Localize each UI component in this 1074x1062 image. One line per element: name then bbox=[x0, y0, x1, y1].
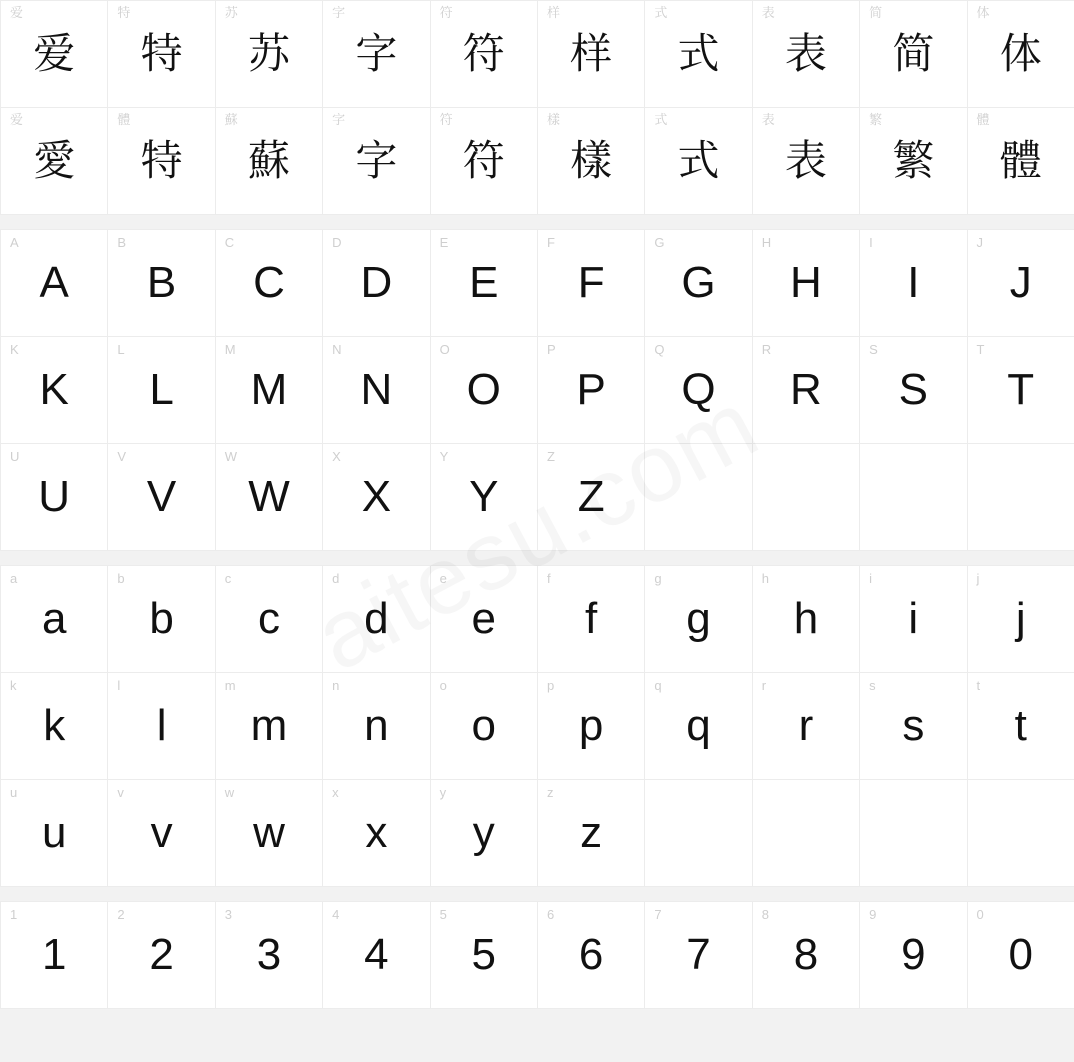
glyph-cell-tag: 繁 bbox=[869, 113, 883, 128]
glyph-cell-character: 表 bbox=[784, 136, 827, 185]
glyph-cell[interactable] bbox=[108, 780, 215, 887]
glyph-cell[interactable] bbox=[645, 108, 752, 215]
glyph-cell-tag: 符 bbox=[439, 113, 453, 128]
glyph-cell[interactable] bbox=[1, 1, 108, 108]
glyph-cell-character: 特 bbox=[140, 29, 183, 78]
glyph-cell[interactable] bbox=[431, 902, 538, 1009]
glyph-cell-character: g bbox=[686, 594, 711, 643]
glyph-cell-character: z bbox=[580, 808, 603, 857]
glyph-cell[interactable] bbox=[108, 1, 215, 108]
glyph-cell[interactable] bbox=[968, 337, 1074, 444]
glyph-cell-character: q bbox=[686, 701, 711, 750]
glyph-cell[interactable] bbox=[431, 444, 538, 551]
glyph-cell[interactable] bbox=[968, 230, 1074, 337]
glyph-cell-empty bbox=[753, 444, 860, 551]
glyph-cell[interactable] bbox=[108, 566, 215, 673]
glyph-cell-tag: 蘇 bbox=[224, 113, 238, 128]
glyph-cell-character: 8 bbox=[793, 930, 819, 979]
glyph-cell-empty bbox=[968, 780, 1074, 887]
glyph-cell[interactable] bbox=[1, 230, 108, 337]
glyph-cell[interactable] bbox=[538, 673, 645, 780]
glyph-cell-tag: U bbox=[10, 449, 20, 464]
glyph-cell[interactable] bbox=[645, 673, 752, 780]
glyph-cell[interactable] bbox=[538, 566, 645, 673]
glyph-cell[interactable] bbox=[753, 902, 860, 1009]
glyph-cell[interactable] bbox=[968, 108, 1074, 215]
glyph-cell-character: 字 bbox=[355, 136, 398, 185]
glyph-cell-character: O bbox=[466, 365, 501, 414]
glyph-cell-tag: Z bbox=[546, 449, 555, 464]
glyph-cell-tag: 式 bbox=[654, 113, 668, 128]
glyph-cell-tag: 5 bbox=[439, 907, 447, 922]
glyph-cell-empty bbox=[645, 444, 752, 551]
glyph-cell-tag: 0 bbox=[976, 907, 984, 922]
glyph-cell[interactable] bbox=[431, 566, 538, 673]
glyph-cell[interactable] bbox=[1, 780, 108, 887]
glyph-cell[interactable] bbox=[753, 566, 860, 673]
glyph-cell-tag: l bbox=[117, 678, 121, 693]
glyph-cell-character: 字 bbox=[355, 29, 398, 78]
glyph-cell-tag: F bbox=[546, 235, 555, 250]
glyph-cell-character: 简 bbox=[892, 29, 935, 78]
glyph-cell-empty bbox=[860, 444, 967, 551]
glyph-cell-character: s bbox=[902, 701, 925, 750]
glyph-cell-character: c bbox=[257, 594, 280, 643]
glyph-cell[interactable] bbox=[216, 566, 323, 673]
glyph-cell[interactable] bbox=[108, 108, 215, 215]
glyph-cell-empty bbox=[968, 444, 1074, 551]
lowercase-block bbox=[0, 565, 1074, 887]
glyph-cell-character: 7 bbox=[686, 930, 711, 979]
glyph-cell[interactable] bbox=[216, 1, 323, 108]
glyph-cell[interactable] bbox=[323, 230, 430, 337]
glyph-cell-tag: 體 bbox=[976, 113, 990, 128]
glyph-cell-character: G bbox=[681, 258, 716, 307]
glyph-cell[interactable] bbox=[538, 444, 645, 551]
glyph-cell-character: T bbox=[1007, 365, 1035, 414]
glyph-cell-empty bbox=[753, 780, 860, 887]
glyph-cell[interactable] bbox=[860, 1, 967, 108]
glyph-cell-tag: H bbox=[761, 235, 772, 250]
glyph-cell-tag: T bbox=[976, 342, 985, 357]
glyph-cell-tag: c bbox=[224, 571, 232, 586]
glyph-cell-character: 1 bbox=[41, 930, 67, 979]
glyph-cell-character: E bbox=[469, 258, 499, 307]
glyph-cell[interactable] bbox=[645, 902, 752, 1009]
glyph-cell-character: 式 bbox=[677, 29, 720, 78]
glyph-cell-character: R bbox=[790, 365, 822, 414]
glyph-cell-tag: 7 bbox=[654, 907, 662, 922]
glyph-cell-tag: C bbox=[224, 235, 235, 250]
glyph-cell-tag: g bbox=[654, 571, 662, 586]
glyph-cell-tag: b bbox=[117, 571, 125, 586]
glyph-cell-tag: L bbox=[117, 342, 125, 357]
glyph-cell-tag: q bbox=[654, 678, 662, 693]
glyph-cell-character: o bbox=[471, 701, 496, 750]
glyph-cell-character: 2 bbox=[149, 930, 174, 979]
glyph-cell-character: J bbox=[1009, 258, 1032, 307]
glyph-cell-character: M bbox=[250, 365, 288, 414]
glyph-cell[interactable] bbox=[108, 230, 215, 337]
glyph-cell[interactable] bbox=[968, 1, 1074, 108]
glyph-cell[interactable] bbox=[860, 337, 967, 444]
glyph-cell-tag: k bbox=[10, 678, 17, 693]
digits-block bbox=[0, 901, 1074, 1009]
glyph-cell-tag: 符 bbox=[439, 6, 453, 21]
glyph-cell-tag: w bbox=[224, 785, 235, 800]
glyph-cell-tag: 字 bbox=[332, 6, 346, 21]
cjk-sample-block bbox=[0, 0, 1074, 215]
glyph-cell-character: l bbox=[156, 701, 167, 750]
glyph-cell[interactable] bbox=[968, 902, 1074, 1009]
glyph-cell[interactable] bbox=[645, 566, 752, 673]
glyph-cell-character: 0 bbox=[1008, 930, 1033, 979]
glyph-cell-tag: 2 bbox=[117, 907, 125, 922]
glyph-cell-character: 符 bbox=[462, 29, 505, 78]
glyph-cell-tag: I bbox=[869, 235, 873, 250]
glyph-cell-tag: i bbox=[869, 571, 873, 586]
glyph-cell[interactable] bbox=[860, 230, 967, 337]
block-separator bbox=[0, 887, 1074, 901]
glyph-cell-character: 苏 bbox=[247, 29, 290, 78]
glyph-cell[interactable] bbox=[538, 780, 645, 887]
glyph-cell-character: r bbox=[798, 701, 814, 750]
glyph-cell-character: S bbox=[898, 365, 928, 414]
glyph-cell-tag: x bbox=[332, 785, 339, 800]
glyph-cell-tag: P bbox=[546, 342, 556, 357]
glyph-cell-tag: m bbox=[224, 678, 236, 693]
glyph-cell-character: p bbox=[578, 701, 604, 750]
glyph-cell[interactable] bbox=[538, 1, 645, 108]
glyph-cell[interactable] bbox=[431, 1, 538, 108]
glyph-cell[interactable] bbox=[968, 566, 1074, 673]
glyph-cell[interactable] bbox=[431, 780, 538, 887]
glyph-cell-tag: 爱 bbox=[10, 113, 24, 128]
glyph-cell-tag: 體 bbox=[117, 113, 131, 128]
glyph-cell-empty bbox=[860, 780, 967, 887]
glyph-cell-character: 符 bbox=[462, 136, 505, 185]
glyph-cell-tag: z bbox=[546, 785, 554, 800]
glyph-cell-character: 体 bbox=[999, 29, 1042, 78]
glyph-cell-tag: f bbox=[546, 571, 551, 586]
glyph-cell[interactable] bbox=[323, 566, 430, 673]
glyph-cell[interactable] bbox=[108, 673, 215, 780]
glyph-cell-character: F bbox=[577, 258, 605, 307]
glyph-cell-tag: n bbox=[332, 678, 340, 693]
glyph-cell-character: N bbox=[360, 365, 393, 414]
glyph-cell-tag: 樣 bbox=[546, 113, 560, 128]
glyph-cell-character: t bbox=[1014, 701, 1027, 750]
glyph-cell[interactable] bbox=[753, 673, 860, 780]
glyph-cell-character: A bbox=[39, 258, 69, 307]
glyph-cell-tag: 简 bbox=[869, 6, 883, 21]
glyph-cell-tag: 3 bbox=[224, 907, 233, 922]
glyph-cell[interactable] bbox=[1, 566, 108, 673]
glyph-cell-tag: 表 bbox=[761, 6, 775, 21]
glyph-cell-character: 6 bbox=[578, 930, 604, 979]
glyph-cell[interactable] bbox=[216, 108, 323, 215]
glyph-cell[interactable] bbox=[645, 337, 752, 444]
glyph-cell-character: y bbox=[472, 808, 495, 857]
glyph-cell-character: u bbox=[41, 808, 67, 857]
glyph-cell[interactable] bbox=[1, 902, 108, 1009]
glyph-cell-tag: 式 bbox=[654, 6, 668, 21]
glyph-cell-character: K bbox=[39, 365, 69, 414]
glyph-cell-character: m bbox=[250, 701, 288, 750]
glyph-cell-character: e bbox=[471, 594, 496, 643]
glyph-cell-character: Q bbox=[681, 365, 716, 414]
glyph-cell-tag: y bbox=[439, 785, 447, 800]
glyph-cell-character: n bbox=[364, 701, 389, 750]
glyph-cell[interactable] bbox=[1, 673, 108, 780]
glyph-cell[interactable] bbox=[108, 902, 215, 1009]
glyph-cell-tag: V bbox=[117, 449, 127, 464]
glyph-cell-character: X bbox=[361, 472, 392, 521]
glyph-cell-tag: 6 bbox=[546, 907, 555, 922]
glyph-cell[interactable] bbox=[216, 673, 323, 780]
glyph-cell-character: U bbox=[38, 472, 71, 521]
glyph-cell[interactable] bbox=[860, 673, 967, 780]
glyph-cell-tag: W bbox=[224, 449, 238, 464]
glyph-cell-tag: Q bbox=[654, 342, 665, 357]
glyph-cell-tag: K bbox=[10, 342, 19, 357]
glyph-cell-tag: X bbox=[332, 449, 341, 464]
glyph-cell-character: Z bbox=[577, 472, 605, 521]
glyph-cell-character: 樣 bbox=[570, 136, 613, 185]
glyph-cell-tag: d bbox=[332, 571, 340, 586]
glyph-cell[interactable] bbox=[216, 230, 323, 337]
glyph-cell-tag: 9 bbox=[869, 907, 877, 922]
glyph-cell-character: 4 bbox=[364, 930, 389, 979]
uppercase-block bbox=[0, 229, 1074, 551]
glyph-cell[interactable] bbox=[216, 780, 323, 887]
glyph-cell-tag: u bbox=[10, 785, 18, 800]
glyph-cell-tag: e bbox=[439, 571, 447, 586]
glyph-cell-character: h bbox=[793, 594, 819, 643]
glyph-cell-tag: 表 bbox=[761, 113, 775, 128]
glyph-cell-character: 5 bbox=[471, 930, 496, 979]
glyph-cell[interactable] bbox=[538, 230, 645, 337]
glyph-cell-tag: M bbox=[224, 342, 236, 357]
glyph-cell-tag: s bbox=[869, 678, 876, 693]
glyph-cell[interactable] bbox=[323, 673, 430, 780]
glyph-cell[interactable] bbox=[1, 444, 108, 551]
glyph-cell-character: w bbox=[253, 808, 285, 857]
glyph-cell-tag: D bbox=[332, 235, 342, 250]
glyph-cell[interactable] bbox=[323, 444, 430, 551]
glyph-cell[interactable] bbox=[108, 444, 215, 551]
glyph-cell-tag: 8 bbox=[761, 907, 769, 922]
glyph-cell-tag: 爱 bbox=[10, 6, 24, 21]
glyph-cell[interactable] bbox=[538, 108, 645, 215]
glyph-cell-character: H bbox=[790, 258, 822, 307]
glyph-cell-tag: Y bbox=[439, 449, 449, 464]
glyph-cell-character: a bbox=[41, 594, 67, 643]
glyph-cell[interactable] bbox=[538, 337, 645, 444]
glyph-cell[interactable] bbox=[216, 444, 323, 551]
glyph-cell[interactable] bbox=[108, 337, 215, 444]
glyph-cell-tag: a bbox=[10, 571, 18, 586]
glyph-cell-tag: N bbox=[332, 342, 342, 357]
glyph-cell-tag: 苏 bbox=[224, 6, 238, 21]
glyph-cell-character: v bbox=[150, 808, 173, 857]
glyph-cell-tag: B bbox=[117, 235, 127, 250]
glyph-cell[interactable] bbox=[216, 902, 323, 1009]
glyph-cell[interactable] bbox=[968, 673, 1074, 780]
glyph-cell[interactable] bbox=[216, 337, 323, 444]
glyph-cell[interactable] bbox=[860, 566, 967, 673]
block-separator bbox=[0, 215, 1074, 229]
glyph-cell-tag: p bbox=[546, 678, 555, 693]
glyph-cell-character: 特 bbox=[140, 136, 183, 185]
glyph-cell-character: k bbox=[43, 701, 66, 750]
glyph-cell-tag: A bbox=[10, 235, 19, 250]
glyph-cell-tag: G bbox=[654, 235, 665, 250]
glyph-cell[interactable] bbox=[860, 902, 967, 1009]
glyph-cell-character: C bbox=[253, 258, 285, 307]
glyph-cell-character: 3 bbox=[256, 930, 282, 979]
glyph-cell-character: b bbox=[149, 594, 174, 643]
glyph-cell[interactable] bbox=[323, 108, 430, 215]
glyph-cell-character: 式 bbox=[677, 136, 720, 185]
glyph-cell-character: P bbox=[576, 365, 606, 414]
glyph-cell-tag: h bbox=[761, 571, 769, 586]
glyph-cell-tag: R bbox=[761, 342, 772, 357]
glyph-cell-tag: 特 bbox=[117, 6, 131, 21]
glyph-cell-character: B bbox=[146, 258, 177, 307]
glyph-cell[interactable] bbox=[323, 1, 430, 108]
glyph-cell-tag: t bbox=[976, 678, 981, 693]
glyph-cell-tag: J bbox=[976, 235, 984, 250]
glyph-cell-character: L bbox=[149, 365, 174, 414]
glyph-cell-tag: O bbox=[439, 342, 450, 357]
glyph-cell[interactable] bbox=[753, 230, 860, 337]
glyph-cell[interactable] bbox=[431, 108, 538, 215]
glyph-cell-character: j bbox=[1015, 594, 1026, 643]
glyph-cell-character: D bbox=[360, 258, 393, 307]
glyph-cell-character: 繁 bbox=[892, 136, 935, 185]
glyph-cell-tag: j bbox=[976, 571, 980, 586]
glyph-cell-character: Y bbox=[469, 472, 499, 521]
glyph-cell-character: I bbox=[907, 258, 920, 307]
glyph-cell-tag: S bbox=[869, 342, 878, 357]
glyph-cell-character: 愛 bbox=[33, 136, 76, 185]
glyph-cell[interactable] bbox=[431, 337, 538, 444]
glyph-cell[interactable] bbox=[753, 1, 860, 108]
glyph-cell-tag: 体 bbox=[976, 6, 990, 21]
block-separator bbox=[0, 551, 1074, 565]
glyph-cell-character: W bbox=[248, 472, 290, 521]
glyph-cell-character: 样 bbox=[570, 29, 613, 78]
glyph-cell-tag: r bbox=[761, 678, 767, 693]
glyph-cell-character: 表 bbox=[784, 29, 827, 78]
glyph-cell-character: f bbox=[585, 594, 598, 643]
glyph-cell[interactable] bbox=[1, 337, 108, 444]
glyph-cell[interactable] bbox=[1, 108, 108, 215]
glyph-cell[interactable] bbox=[645, 230, 752, 337]
glyph-cell-tag: v bbox=[117, 785, 124, 800]
glyph-cell[interactable] bbox=[645, 1, 752, 108]
glyph-cell-character: 體 bbox=[999, 136, 1042, 185]
glyph-cell-character: 9 bbox=[901, 930, 926, 979]
glyph-cell-empty bbox=[645, 780, 752, 887]
glyph-cell-tag: 1 bbox=[10, 907, 18, 922]
glyph-cell[interactable] bbox=[860, 108, 967, 215]
glyph-cell-character: 蘇 bbox=[247, 136, 290, 185]
glyph-cell-tag: E bbox=[439, 235, 449, 250]
glyph-cell[interactable] bbox=[323, 902, 430, 1009]
glyph-cell[interactable] bbox=[323, 780, 430, 887]
glyph-cell-tag: 样 bbox=[546, 6, 560, 21]
glyph-cell-character: x bbox=[365, 808, 388, 857]
glyph-cell[interactable] bbox=[431, 230, 538, 337]
glyph-cell[interactable] bbox=[753, 337, 860, 444]
glyph-cell-character: i bbox=[908, 594, 919, 643]
glyph-cell[interactable] bbox=[323, 337, 430, 444]
glyph-cell-tag: 字 bbox=[332, 113, 346, 128]
glyph-cell-character: V bbox=[146, 472, 177, 521]
glyph-cell[interactable] bbox=[538, 902, 645, 1009]
glyph-cell[interactable] bbox=[431, 673, 538, 780]
glyph-cell-character: d bbox=[364, 594, 389, 643]
glyph-cell-tag: 4 bbox=[332, 907, 340, 922]
glyph-cell-tag: o bbox=[439, 678, 447, 693]
glyph-cell-character: 爱 bbox=[33, 29, 76, 78]
glyph-cell[interactable] bbox=[753, 108, 860, 215]
